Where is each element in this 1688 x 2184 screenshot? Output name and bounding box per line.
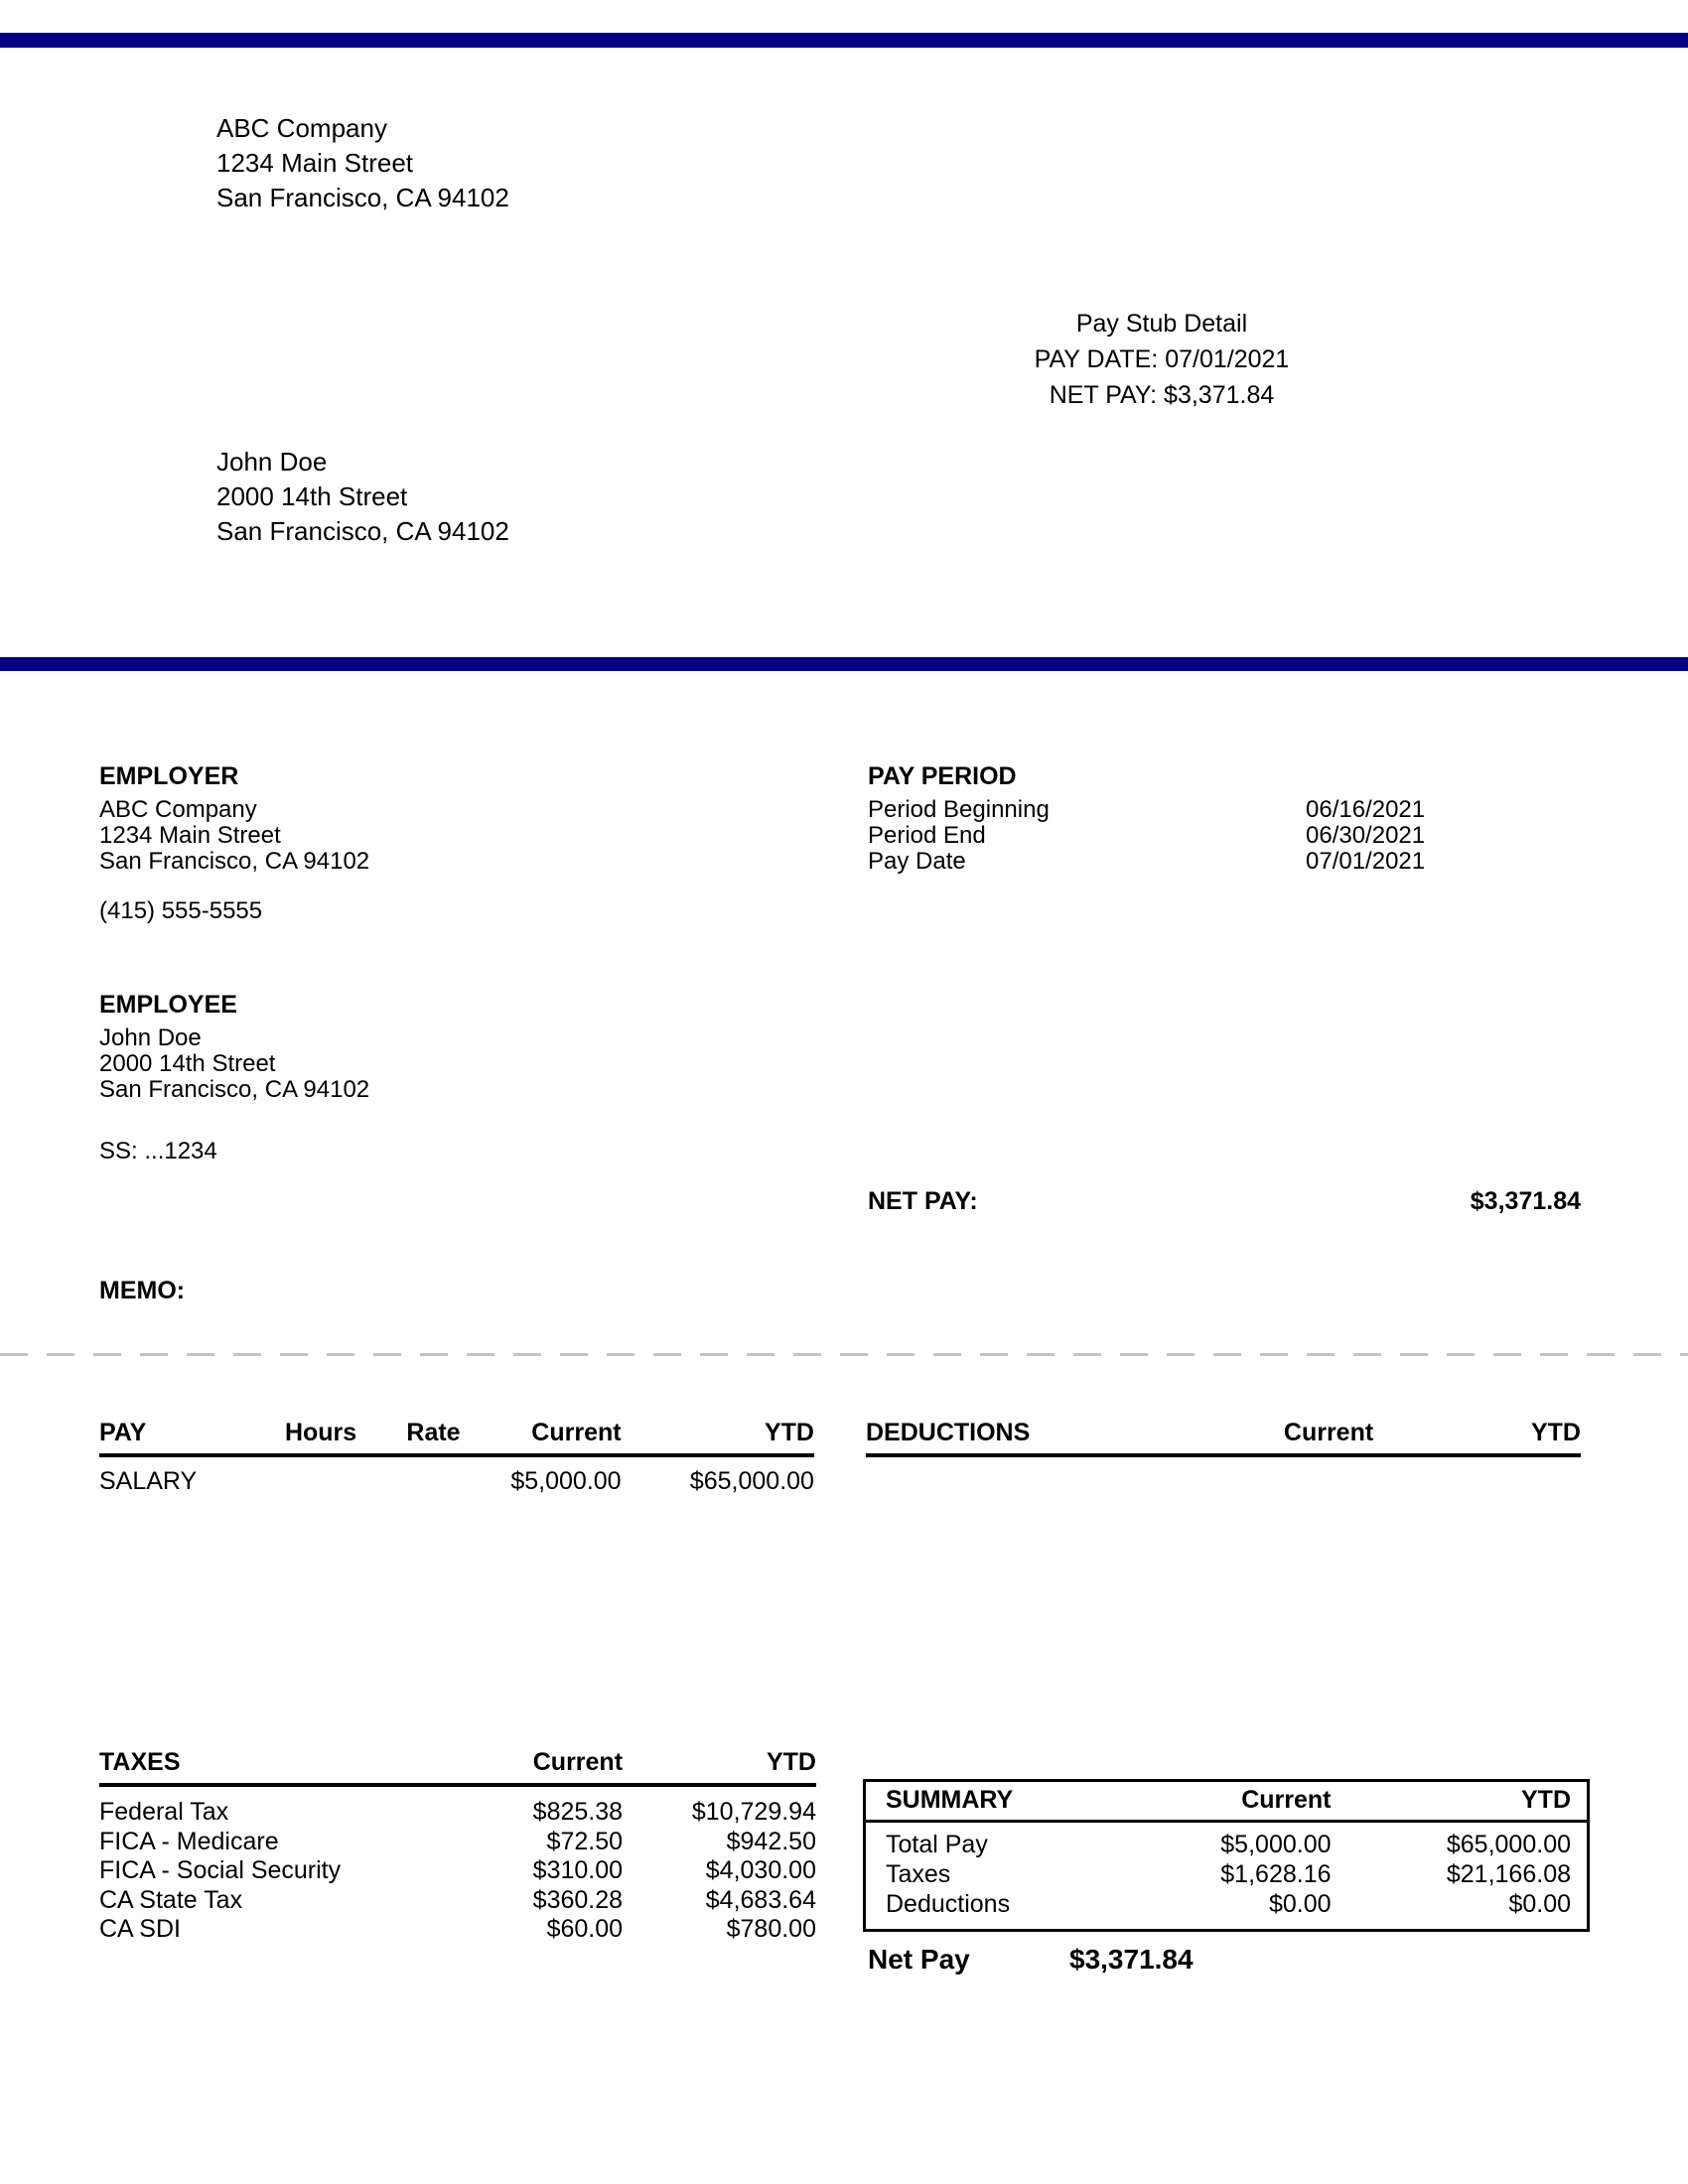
employer-name: ABC Company bbox=[99, 796, 257, 823]
pay-row-rate bbox=[356, 1467, 460, 1496]
pay-table-header bbox=[99, 1419, 814, 1457]
summary-label: Taxes bbox=[886, 1860, 951, 1888]
middle-divider-bar bbox=[0, 657, 1688, 671]
payee-street: 2000 14th Street bbox=[216, 481, 408, 511]
summary-label: Deductions bbox=[886, 1890, 1011, 1918]
summary-label: Total Pay bbox=[886, 1831, 988, 1858]
summary-current: $5,000.00 bbox=[1220, 1831, 1332, 1858]
pay-row-label: SALARY bbox=[99, 1467, 198, 1495]
deductions-header-label: DEDUCTIONS bbox=[866, 1419, 1031, 1446]
summary-current: $1,628.16 bbox=[1220, 1860, 1332, 1888]
summary-row-total-pay bbox=[886, 1830, 1571, 1859]
deductions-table-header bbox=[866, 1419, 1581, 1457]
employee-name: John Doe bbox=[99, 1024, 202, 1051]
deductions-table bbox=[866, 1419, 1581, 1457]
summary-header-current: Current bbox=[1241, 1786, 1332, 1814]
paystub-pay-date: PAY DATE: 07/01/2021 bbox=[1034, 345, 1290, 373]
pay-table bbox=[99, 1419, 814, 1496]
summary-row-deductions bbox=[886, 1889, 1571, 1919]
pay-period-heading: PAY PERIOD bbox=[868, 762, 1017, 790]
tax-ytd: $4,030.00 bbox=[705, 1856, 816, 1884]
paystub-net-pay: NET PAY: $3,371.84 bbox=[1049, 381, 1275, 409]
tax-label: CA State Tax bbox=[99, 1885, 243, 1914]
company-city: San Francisco, CA 94102 bbox=[216, 183, 509, 212]
pay-table-row-salary bbox=[99, 1457, 814, 1496]
employee-city: San Francisco, CA 94102 bbox=[99, 1076, 370, 1103]
pay-header-rate: Rate bbox=[406, 1419, 461, 1446]
pay-period-section bbox=[868, 762, 1581, 875]
deductions-header-ytd: YTD bbox=[1530, 1419, 1581, 1446]
taxes-header-label: TAXES bbox=[99, 1748, 181, 1776]
tax-ytd: $4,683.64 bbox=[705, 1885, 816, 1914]
employer-street: 1234 Main Street bbox=[99, 822, 281, 849]
payee-city: San Francisco, CA 94102 bbox=[216, 516, 509, 546]
payee-address-block bbox=[216, 445, 509, 549]
tax-current: $360.28 bbox=[532, 1885, 624, 1914]
summary-box bbox=[863, 1779, 1590, 1932]
payee-name: John Doe bbox=[216, 447, 328, 477]
pay-row-current: $5,000.00 bbox=[510, 1467, 622, 1495]
paystub-detail-block bbox=[864, 306, 1460, 413]
final-net-pay-row bbox=[868, 1944, 1194, 1976]
employee-section bbox=[99, 991, 794, 1164]
pay-header-ytd: YTD bbox=[764, 1419, 814, 1446]
pay-period-label: Pay Date bbox=[868, 848, 966, 875]
pay-period-row bbox=[868, 849, 1581, 875]
summary-header-ytd: YTD bbox=[1521, 1786, 1571, 1814]
employer-address bbox=[99, 797, 794, 875]
employee-street: 2000 14th Street bbox=[99, 1050, 276, 1077]
taxes-row-ca-state bbox=[99, 1886, 816, 1916]
pay-header-hours: Hours bbox=[284, 1419, 357, 1446]
pay-header-current: Current bbox=[531, 1419, 622, 1446]
net-pay-row bbox=[868, 1187, 1581, 1216]
taxes-table bbox=[99, 1748, 816, 1945]
pay-period-label: Period End bbox=[868, 822, 986, 849]
tax-ytd: $10,729.94 bbox=[691, 1798, 816, 1826]
pay-row-ytd: $65,000.00 bbox=[689, 1467, 814, 1495]
summary-ytd: $21,166.08 bbox=[1446, 1860, 1571, 1888]
tax-current: $825.38 bbox=[532, 1798, 624, 1826]
tax-current: $72.50 bbox=[546, 1827, 624, 1855]
summary-row-taxes bbox=[886, 1859, 1571, 1889]
employer-city: San Francisco, CA 94102 bbox=[99, 848, 370, 875]
summary-header-label: SUMMARY bbox=[886, 1786, 1014, 1814]
employer-section bbox=[99, 762, 794, 924]
pay-period-rows bbox=[868, 797, 1581, 875]
employer-phone: (415) 555-5555 bbox=[99, 897, 263, 924]
tax-ytd: $942.50 bbox=[726, 1827, 816, 1855]
pay-header-pay: PAY bbox=[99, 1419, 147, 1446]
tax-ytd: $780.00 bbox=[726, 1915, 816, 1943]
tax-current: $310.00 bbox=[532, 1856, 624, 1884]
pay-period-value: 07/01/2021 bbox=[1306, 848, 1426, 875]
employer-heading: EMPLOYER bbox=[99, 762, 239, 790]
summary-body bbox=[866, 1823, 1587, 1929]
company-address-block bbox=[216, 111, 509, 215]
taxes-row-medicare bbox=[99, 1828, 816, 1857]
tax-label: FICA - Social Security bbox=[99, 1856, 342, 1884]
final-net-pay-value: $3,371.84 bbox=[1069, 1944, 1194, 1975]
summary-ytd: $65,000.00 bbox=[1446, 1831, 1571, 1858]
tax-label: CA SDI bbox=[99, 1915, 181, 1943]
taxes-header-ytd: YTD bbox=[766, 1748, 816, 1776]
employee-address bbox=[99, 1025, 794, 1103]
deductions-header-current: Current bbox=[1283, 1419, 1374, 1446]
employee-heading: EMPLOYEE bbox=[99, 991, 237, 1019]
taxes-header-current: Current bbox=[532, 1748, 624, 1776]
taxes-row-social-security bbox=[99, 1856, 816, 1886]
pay-period-label: Period Beginning bbox=[868, 796, 1050, 823]
summary-ytd: $0.00 bbox=[1508, 1890, 1571, 1918]
pay-period-row bbox=[868, 823, 1581, 849]
company-street: 1234 Main Street bbox=[216, 148, 414, 178]
final-net-pay-label: Net Pay bbox=[868, 1944, 970, 1975]
dashed-separator bbox=[0, 1353, 1688, 1356]
pay-period-row bbox=[868, 797, 1581, 823]
net-pay-value: $3,371.84 bbox=[1470, 1187, 1581, 1215]
net-pay-label: NET PAY: bbox=[868, 1187, 978, 1215]
paystub-title: Pay Stub Detail bbox=[1075, 310, 1248, 338]
summary-header bbox=[866, 1782, 1587, 1823]
tax-current: $60.00 bbox=[546, 1915, 624, 1943]
taxes-row-federal bbox=[99, 1798, 816, 1828]
company-name: ABC Company bbox=[216, 113, 387, 143]
taxes-row-ca-sdi bbox=[99, 1915, 816, 1945]
tax-label: Federal Tax bbox=[99, 1798, 229, 1826]
pay-period-value: 06/30/2021 bbox=[1306, 822, 1426, 849]
memo-label: MEMO: bbox=[99, 1277, 186, 1304]
tax-label: FICA - Medicare bbox=[99, 1827, 279, 1855]
employee-ssn: SS: ...1234 bbox=[99, 1138, 217, 1164]
pay-row-hours bbox=[185, 1467, 356, 1496]
pay-period-value: 06/16/2021 bbox=[1306, 796, 1426, 823]
summary-current: $0.00 bbox=[1268, 1890, 1332, 1918]
taxes-table-body bbox=[99, 1798, 816, 1945]
taxes-table-header bbox=[99, 1748, 816, 1787]
top-divider-bar bbox=[0, 33, 1688, 48]
